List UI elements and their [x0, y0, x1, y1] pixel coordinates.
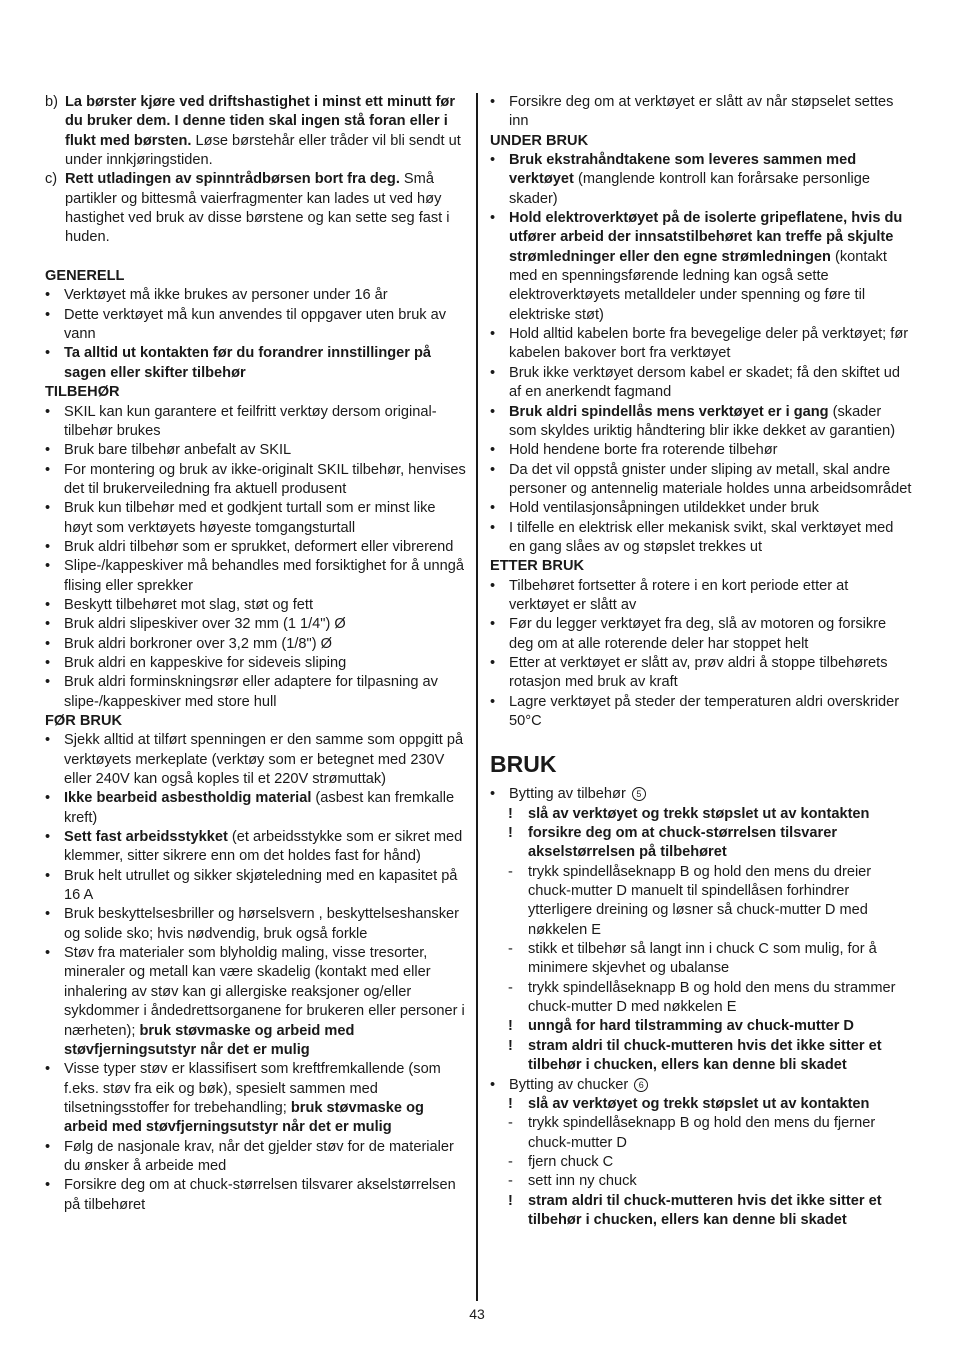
figure-number: 5 — [632, 787, 646, 801]
list-item: • Bruk aldri tilbehør som er sprukket, deformert eller vibrerend — [45, 538, 467, 557]
bullet: • — [45, 867, 51, 884]
list-item: • Bruk ekstrahåndtakene som leveres sammen med verktøyet (manglende kontroll kan forårsake personlige skader) — [490, 151, 912, 209]
bullet: • — [45, 442, 51, 459]
list-item: • Før du legger verktøyet fra deg, slå av motoren og forsikre deg om at alle roterende deler har stoppet helt — [490, 615, 912, 654]
bullet: • — [45, 732, 51, 749]
bullet: • — [45, 500, 51, 517]
bullet: • — [45, 596, 51, 613]
bullet: • — [45, 306, 51, 323]
list-item: • Etter at verktøyet er slått av, prøv aldri å stoppe tilbehørets rotasjon med bruk av kraft — [490, 654, 912, 693]
list-item: • SKIL kan kun garantere et feilfritt verktøy dersom original-tilbehør brukes — [45, 403, 467, 442]
warning-mark: ! — [508, 1095, 513, 1112]
list-item: • Bytting av chucker 6 — [490, 1076, 912, 1095]
bullet: • — [490, 210, 496, 227]
bullet: • — [490, 152, 496, 169]
list-item: • For montering og bruk av ikke-originalt SKIL tilbehør, henvises det til brukerveiledning fra aktuell produsent — [45, 461, 467, 500]
list-item: • Bruk beskyttelsesbriller og hørselsvern , beskyttelseshansker og solide sko; hvis nødvendig, bruk også forkle — [45, 905, 467, 944]
section-title-bruk: BRUK — [490, 751, 557, 778]
list-item: • Hold elektroverktøyet på de isolerte gripeflatene, hvis du utfører arbeid der innsatstilbehøret kan treffe på skjulte strømledninger eller den egne strømledningen (kontakt med en spenningsførende ledning kan også sette elektroverktøyets metalldeler under spenning og føre til elektriske støt) — [490, 209, 912, 325]
bullet: • — [490, 616, 496, 633]
list-item: • Hold hendene borte fra roterende tilbehør — [490, 441, 912, 460]
warning-item: ! forsikre deg om at chuck-størrelsen tilsvarer akselstørrelsen på tilbehøret — [490, 824, 912, 863]
warning-item: ! unngå for hard tilstramming av chuck-mutter D — [490, 1017, 912, 1036]
warning-item: ! slå av verktøyet og trekk støpslet ut av kontakten — [490, 805, 912, 824]
warning-mark: ! — [508, 1018, 513, 1035]
warning-mark: ! — [508, 805, 513, 822]
list-item: • Ikke bearbeid asbestholdig material (asbest kan fremkalle kreft) — [45, 789, 467, 828]
bullet: • — [490, 500, 496, 517]
list-item: • Da det vil oppstå gnister under sliping av metall, skal andre personer og antennelig materiale holdes unna arbeidsområdet — [490, 461, 912, 500]
bullet: • — [490, 94, 496, 110]
section-heading-for-bruk: FØR BRUK — [45, 713, 123, 729]
list-item: • Verktøyet må ikke brukes av personer under 16 år — [45, 286, 467, 305]
list-item: • Ta alltid ut kontakten før du forandrer innstillinger på sagen eller skifter tilbehør — [45, 344, 467, 383]
list-item: • Sjekk alltid at tilført spenningen er den samme som oppgitt på verktøyets merkeplate (verktøy som er betegnet med 230V eller 240V kan også koples til et 220V strømuttak) — [45, 731, 467, 789]
bullet: • — [45, 1177, 51, 1194]
warning-item: ! slå av verktøyet og trekk støpslet ut av kontakten — [490, 1095, 912, 1114]
item-c-text: Små partikler og bittesmå vaierfragmenter kan lades ut ved høy hastighet ved bruk av disse børstene og kan sette seg fast i huden. — [65, 171, 450, 246]
bullet: • — [45, 790, 51, 807]
bullet: • — [45, 461, 51, 478]
warning-mark: ! — [508, 825, 513, 842]
dash-mark: - — [508, 941, 513, 958]
section-heading-under-bruk: UNDER BRUK — [490, 132, 589, 149]
item-b — [45, 93, 467, 170]
bullet: • — [490, 461, 496, 478]
bullet: • — [45, 906, 51, 923]
list-item: • Tilbehøret fortsetter å rotere i en kort periode etter at verktøyet er slått av — [490, 577, 912, 616]
bullet: • — [490, 654, 496, 671]
section-heading-generell: GENERELL — [45, 268, 125, 285]
section-heading-tilbehor: TILBEHØR — [45, 384, 120, 401]
item-b-bold: La børster kjøre ved driftshastighet i minst ett minutt før du bruker dem. I denne tiden skal ingen stå foran eller i flukt med børsten. — [65, 94, 456, 149]
list-item: • Bruk helt utrullet og sikker skjøteledning med en kapasitet på 16 A — [45, 867, 467, 906]
bullet: • — [45, 1138, 51, 1155]
dash-mark: - — [508, 1153, 513, 1170]
bullet: • — [490, 577, 496, 594]
list-item: • Bytting av tilbehør 5 — [490, 785, 912, 804]
bullet: • — [45, 654, 51, 671]
list-item: • Sett fast arbeidsstykket (et arbeidsstykke som er sikret med klemmer, sitter sikrere enn om det holdes fast for hånd) — [45, 828, 467, 867]
list-letter: b) — [45, 94, 58, 110]
step-item: - trykk spindellåseknapp B og hold den mens du fjerner chuck-mutter D — [490, 1114, 912, 1153]
list-item: • Slipe-/kappeskiver må behandles med forsiktighet for å unngå flising eller sprekker — [45, 557, 467, 596]
right-column — [490, 93, 912, 1230]
bullet: • — [45, 558, 51, 575]
item-c — [45, 170, 467, 247]
list-item: • Dette verktøyet må kun anvendes til oppgaver uten bruk av vann — [45, 306, 467, 345]
bullet: • — [45, 1061, 51, 1078]
bullet: • — [45, 616, 51, 633]
step-item: - trykk spindellåseknapp B og hold den mens du dreier chuck-mutter D manuelt til spindellåsen forhindrer ytterligere dreining og løsner så chuck-mutter D med nøkkelen E — [490, 863, 912, 940]
step-item: - stikk et tilbehør så langt inn i chuck C som mulig, for å minimere skjevhet og ubalanse — [490, 940, 912, 979]
list-item: • Bruk aldri slipeskiver over 32 mm (1 1/4") Ø — [45, 615, 467, 634]
dash-mark: - — [508, 863, 513, 880]
page-number: 43 — [469, 1306, 485, 1322]
step-item: - trykk spindellåseknapp B og hold den mens du strammer chuck-mutter D med nøkkelen E — [490, 979, 912, 1018]
list-item: • Bruk aldri en kappeskive for sideveis sliping — [45, 654, 467, 673]
warning-mark: ! — [508, 1037, 513, 1054]
list-item: • Lagre verktøyet på steder der temperaturen aldri overskrider 50°C — [490, 693, 912, 732]
list-item: • Følg de nasjonale krav, når det gjelder støv for de materialer du ønsker å arbeide med — [45, 1138, 467, 1177]
bullet: • — [490, 786, 496, 803]
bullet: • — [490, 403, 496, 420]
column-divider — [476, 93, 478, 1301]
list-item: • Bruk kun tilbehør med et godkjent turtall som er minst like høyt som verktøyets høyeste tomgangsturtall — [45, 499, 467, 538]
list-item: • Bruk aldri forminskningsrør eller adaptere for tilpasning av slipe-/kappeskiver med store hull — [45, 673, 467, 712]
bullet: • — [490, 1076, 496, 1093]
section-heading-etter-bruk: ETTER BRUK — [490, 558, 585, 575]
list-item: • Forsikre deg om at verktøyet er slått av når støpselet settes inn — [490, 93, 912, 132]
list-item: • Beskytt tilbehøret mot slag, støt og fett — [45, 596, 467, 615]
warning-item: ! stram aldri til chuck-mutteren hvis det ikke sitter et tilbehør i chucken, ellers kan denne bli skadet — [490, 1037, 912, 1076]
warning-mark: ! — [508, 1192, 513, 1209]
list-item: • Bruk ikke verktøyet dersom kabel er skadet; få den skiftet ud af en anerkendt fagmand — [490, 364, 912, 403]
list-item: • Hold alltid kabelen borte fra bevegelige deler på verktøyet; før kabelen bakover bort fra verktøyet — [490, 325, 912, 364]
bullet: • — [45, 945, 51, 962]
bullet: • — [490, 442, 496, 459]
bullet: • — [45, 829, 51, 846]
bullet: • — [45, 635, 51, 652]
list-item: • Bruk aldri spindellås mens verktøyet er i gang (skader som skyldes uriktig håndtering blir ikke dekket av garantien) — [490, 403, 912, 442]
list-item: • Forsikre deg om at chuck-størrelsen tilsvarer akselstørrelsen på tilbehøret — [45, 1176, 467, 1215]
dash-mark: - — [508, 1115, 513, 1132]
list-letter: c) — [45, 171, 58, 188]
bullet: • — [490, 693, 496, 710]
bullet: • — [45, 403, 51, 420]
item-b-text: Løse børstehår eller tråder vil bli sendt ut under innkjøringstiden. — [65, 132, 461, 169]
list-item: • I tilfelle en elektrisk eller mekanisk svikt, skal verktøyet med en gang slåes av og støpslet trekkes ut — [490, 519, 912, 558]
list-item: • Støv fra materialer som blyholdig maling, visse tresorter, mineraler og metall kan være skadelig (kontakt med eller inhalering av støv kan gi allergiske reaksjoner og/eller sykdommer i åndedrettsorganene for brukeren eller personer i nærheten); bruk støvmaske og arbeid med støvfjerningsutstyr når det er mulig — [45, 944, 467, 1060]
bullet: • — [490, 326, 496, 343]
bullet: • — [490, 519, 496, 536]
figure-number: 6 — [634, 1078, 648, 1092]
item-c-bold: Rett utladingen av spinntrådbørsen bort fra deg. — [65, 171, 400, 188]
bullet: • — [45, 345, 51, 362]
left-column — [45, 93, 467, 1215]
warning-item: ! stram aldri til chuck-mutteren hvis det ikke sitter et tilbehør i chucken, ellers kan denne bli skadet — [490, 1192, 912, 1231]
bullet: • — [45, 287, 51, 304]
bullet: • — [45, 538, 51, 555]
list-item: • Bruk aldri borkroner over 3,2 mm (1/8") Ø — [45, 635, 467, 654]
dash-mark: - — [508, 979, 513, 996]
list-item: • Visse typer støv er klassifisert som kreftfremkallende (som f.eks. støv fra eik og bøk), spesielt sammen med tilsetningsstoffer for trebehandling; bruk støvmaske og arbeid med støvfjerningsutstyr når det er mulig — [45, 1060, 467, 1137]
dash-mark: - — [508, 1173, 513, 1190]
bullet: • — [45, 674, 51, 691]
step-item: - sett inn ny chuck — [490, 1172, 912, 1191]
bullet: • — [490, 364, 496, 381]
list-item: • Bruk bare tilbehør anbefalt av SKIL — [45, 441, 467, 460]
step-item: - fjern chuck C — [490, 1153, 912, 1172]
list-item: • Hold ventilasjonsåpningen utildekket under bruk — [490, 499, 912, 518]
